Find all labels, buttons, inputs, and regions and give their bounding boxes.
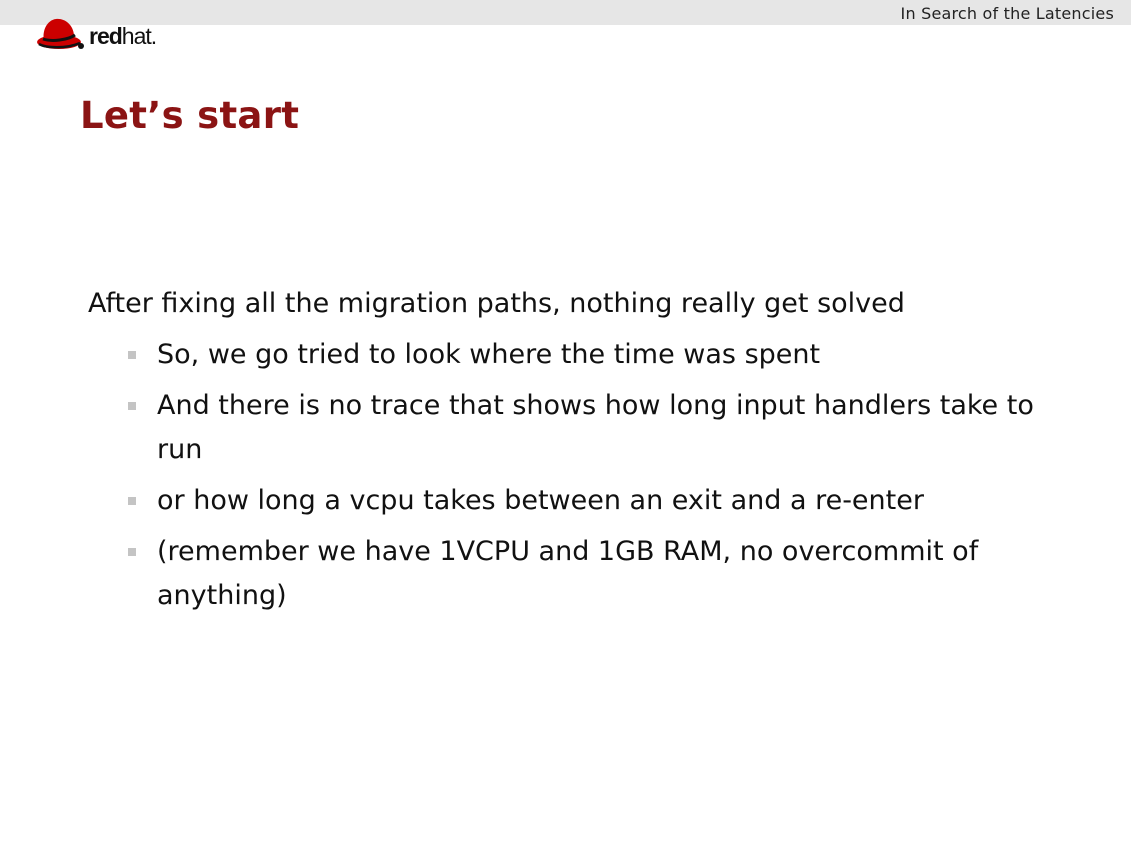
red-hat-logo <box>36 15 156 51</box>
intro-text: After fixing all the migration paths, nothing really get solved <box>88 288 905 319</box>
bullet-item <box>128 530 1058 618</box>
bullet-text: (remember we have 1VCPU and 1GB RAM, no overcommit of anything) <box>157 536 979 611</box>
bullet-square-icon <box>128 402 136 410</box>
header-bar <box>0 0 1131 25</box>
slide-content <box>88 285 1058 625</box>
bullet-item <box>128 384 1058 472</box>
bullet-square-icon <box>128 548 136 556</box>
bullet-item <box>128 479 1058 523</box>
bullet-text: or how long a vcpu takes between an exit and a re-enter <box>157 485 924 516</box>
logo-wordmark: redhat. <box>89 22 157 49</box>
bullet-text: And there is no trace that shows how long input handlers take to run <box>157 390 1034 465</box>
bullet-square-icon <box>128 497 136 505</box>
presentation-title: In Search of the Latencies <box>900 4 1114 23</box>
red-hat-fedora-icon <box>36 15 86 51</box>
bullet-item <box>128 333 1058 377</box>
bullet-text: So, we go tried to look where the time was spent <box>157 339 821 370</box>
bullet-list <box>88 333 1058 618</box>
slide-title: Let’s start <box>80 94 300 137</box>
bullet-square-icon <box>128 351 136 359</box>
